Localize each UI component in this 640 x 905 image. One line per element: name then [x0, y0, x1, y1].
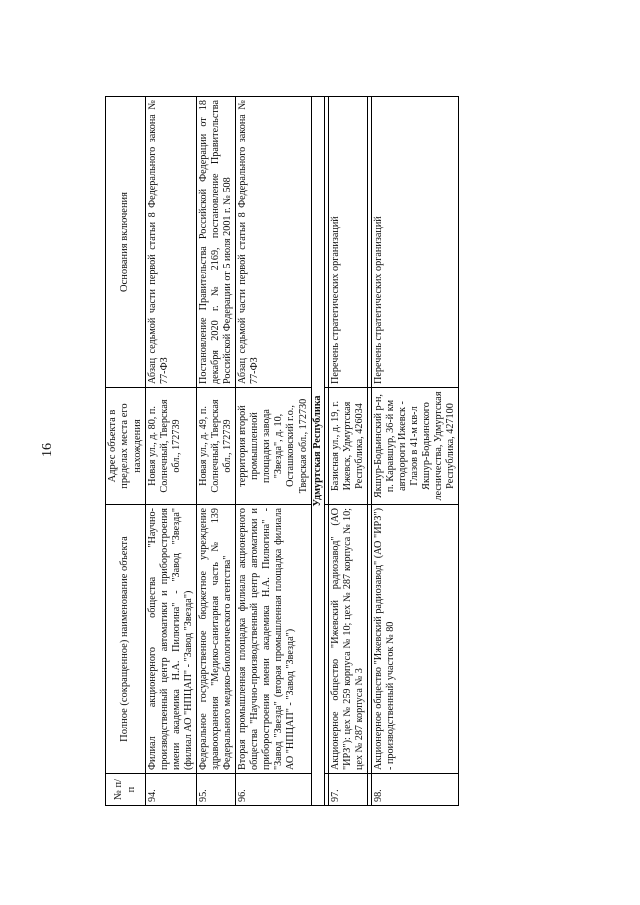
table-row: [236, 97, 311, 806]
row-address: Якшур-Бодьинский р-н, п. Каравшур, 36-й км автодороги Ижевск - Глазов в 41-м кв-л Якшур-Бодьинского лесничества, Удмуртская Республика, 427100: [371, 388, 458, 505]
row-basis: Перечень стратегических организаций: [328, 97, 367, 388]
header-num: № п/п: [106, 774, 146, 806]
row-basis: Абзац седьмой части первой статьи 8 Федерального закона № 77-ФЗ: [146, 97, 197, 388]
header-basis: Основания включения: [106, 97, 146, 388]
table-header-row: [106, 97, 146, 806]
table-row: [197, 97, 236, 806]
row-name: Вторая промышленная площадка филиала акционерного общества "Научно-производственный центр автоматики и приборостроения имени академика Н.А. Пилюгина" - "Завод "Звезда" (вторая промышленная площадка филиала АО "НПЦАП" - "Завод "Звезда"): [236, 505, 311, 774]
table-row: [146, 97, 197, 806]
row-num: 97.: [328, 774, 367, 806]
section-title: Удмуртская Республика: [311, 97, 324, 806]
row-basis: Постановление Правительства Российской Федерации от 18 декабря 2020 г. № 2169, постановление Правительства Российской Федерации от 5 июля 2001 г. № 508: [197, 97, 236, 388]
table-row: [328, 97, 367, 806]
row-basis: Перечень стратегических организаций: [371, 97, 458, 388]
row-num: 95.: [197, 774, 236, 806]
row-name: Акционерное общество "Ижевский радиозавод" (АО "ИРЗ"): цех № 259 корпуса № 10; цех № 287 корпуса № 10; цех № 287 корпуса № 3: [328, 505, 367, 774]
header-address: Адрес объекта в пределах места его нахождения: [106, 388, 146, 505]
objects-table: [105, 97, 456, 806]
page-number: 16: [40, 443, 55, 457]
table-row: [371, 97, 458, 806]
row-address: территория второй промышленной площадки завода "Звезда", д. 10, Осташковский г.о., Тверская обл., 172730: [236, 388, 311, 505]
row-num: 94.: [146, 774, 197, 806]
row-basis: Абзац седьмой части первой статьи 8 Федерального закона № 77-ФЗ: [236, 97, 311, 388]
row-name: Федеральное государственное бюджетное учреждение здравоохранения "Медико-санитарная часть № 139 Федерального медико-биологического агентства": [197, 505, 236, 774]
row-address: Новая ул., д. 49, п. Солнечный, Тверская обл., 172739: [197, 388, 236, 505]
row-num: 96.: [236, 774, 311, 806]
row-address: Базисная ул., д. 19, г. Ижевск, Удмуртская Республика, 426034: [328, 388, 367, 505]
section-row: [311, 97, 324, 806]
row-num: 98.: [371, 774, 458, 806]
row-name: Филиал акционерного общества "Научно-производственный центр автоматики и приборостроения имени академика Н.А. Пилюгина" - "Завод "Звезда" (филиал АО "НПЦАП" - "Завод "Звезда"): [146, 505, 197, 774]
row-name: Акционерное общество "Ижевский радиозавод" (АО "ИРЗ") - производственный участок № 80: [371, 505, 458, 774]
header-name: Полное (сокращенное) наименование объекта: [106, 505, 146, 774]
row-address: Новая ул., д. 80, п. Солнечный, Тверская обл., 172739: [146, 388, 197, 505]
table-wrapper: [105, 97, 456, 806]
